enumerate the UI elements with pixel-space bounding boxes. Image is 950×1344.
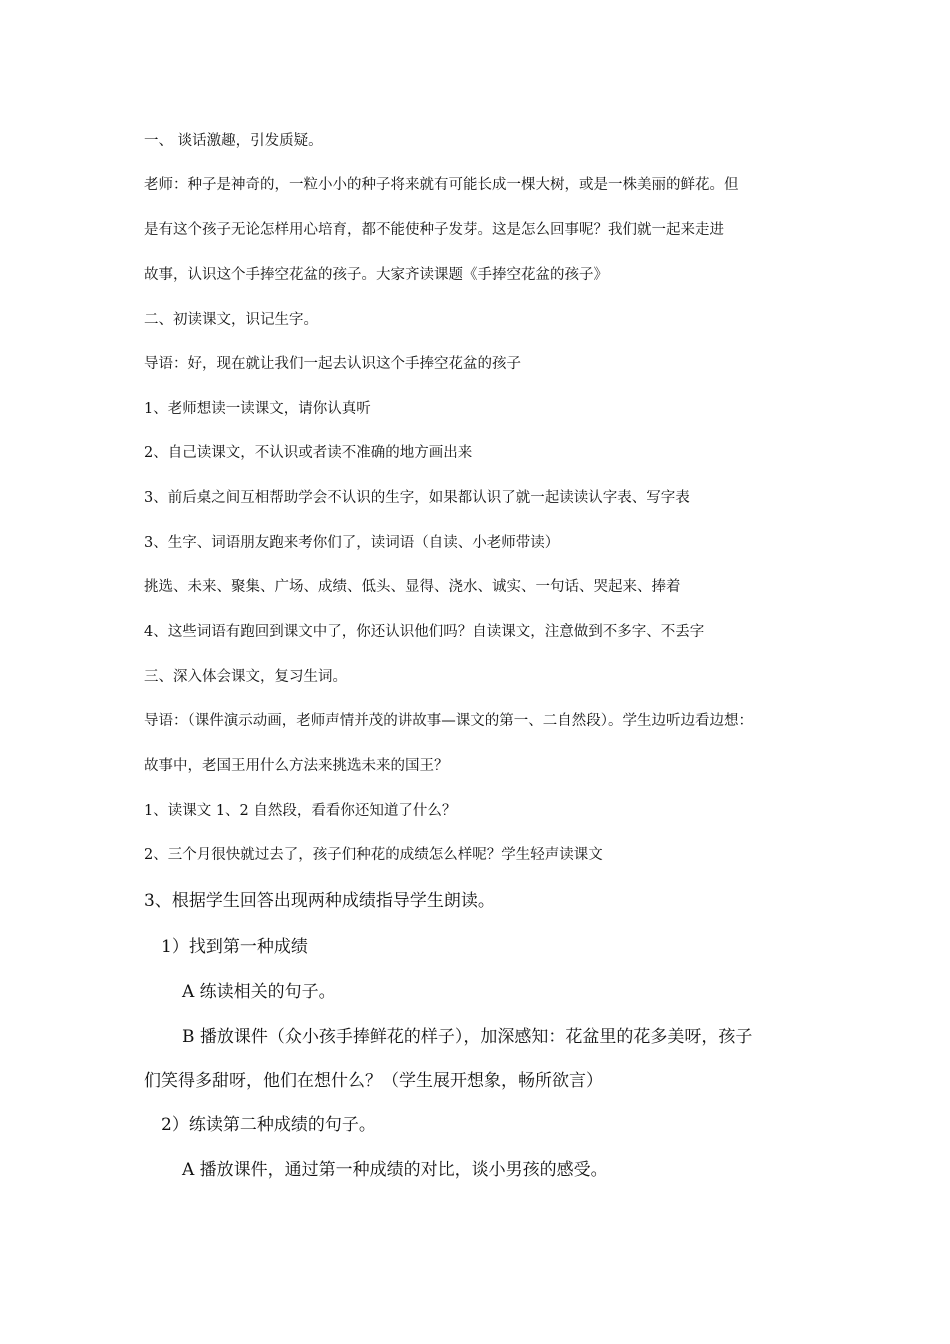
- paragraph-line: 导语：好，现在就让我们一起去认识这个手捧空花盆的孩子: [144, 356, 521, 372]
- list-item: 3、根据学生回答出现两种成绩指导学生朗读。: [144, 891, 495, 911]
- paragraph-line: 们笑得多甜呀，他们在想什么？（学生展开想象，畅所欲言）: [144, 1071, 603, 1091]
- list-item: 1、老师想读一读课文，请你认真听: [144, 401, 371, 417]
- sub-item: 2）练读第二种成绩的句子。: [161, 1115, 376, 1135]
- paragraph-line: 故事中，老国王用什么方法来挑选未来的国王？: [144, 758, 449, 774]
- paragraph-line: 老师：种子是神奇的，一粒小小的种子将来就有可能长成一棵大树，或是一株美丽的鲜花。但: [144, 177, 739, 193]
- sub-sub-item: A 播放课件，通过第一种成绩的对比，谈小男孩的感受。: [182, 1160, 608, 1180]
- paragraph-line: 故事，认识这个手捧空花盆的孩子。大家齐读课题《手捧空花盆的孩子》: [144, 267, 608, 283]
- sub-item: 1）找到第一种成绩: [161, 937, 308, 957]
- list-item: 4、这些词语有跑回到课文中了，你还认识他们吗？自读课文，注意做到不多字、不丢字: [144, 624, 705, 640]
- paragraph-line: 导语：（课件演示动画，老师声情并茂的讲故事—课文的第一、二自然段）。学生边听边看边想：: [144, 713, 753, 729]
- heading-section-1: 一、 谈话激趣，引发质疑。: [144, 133, 323, 149]
- list-item: 2、三个月很快就过去了，孩子们种花的成绩怎么样呢？学生轻声读课文: [144, 847, 603, 863]
- paragraph-line: 是有这个孩子无论怎样用心培育，都不能使种子发芽。这是怎么回事呢？我们就一起来走进: [144, 222, 724, 238]
- list-item: 1、读课文 1、2 自然段，看看你还知道了什么？: [144, 803, 457, 819]
- list-item: 3、前后桌之间互相帮助学会不认识的生字，如果都认识了就一起读读认字表、写字表: [144, 490, 690, 506]
- sub-sub-item: A 练读相关的句子。: [182, 982, 336, 1002]
- vocabulary-line: 挑选、未来、聚集、广场、成绩、低头、显得、浇水、诚实、一句话、哭起来、捧着: [144, 579, 681, 595]
- list-item: 2、自己读课文，不认识或者读不准确的地方画出来: [144, 445, 473, 461]
- sub-sub-item: B 播放课件（众小孩手捧鲜花的样子），加深感知：花盆里的花多美呀，孩子: [182, 1027, 753, 1047]
- heading-section-2: 二、初读课文，识记生字。: [144, 312, 318, 328]
- heading-section-3: 三、深入体会课文，复习生词。: [144, 669, 347, 685]
- list-item: 3、生字、词语朋友跑来考你们了，读词语（自读、小老师带读）: [144, 535, 560, 551]
